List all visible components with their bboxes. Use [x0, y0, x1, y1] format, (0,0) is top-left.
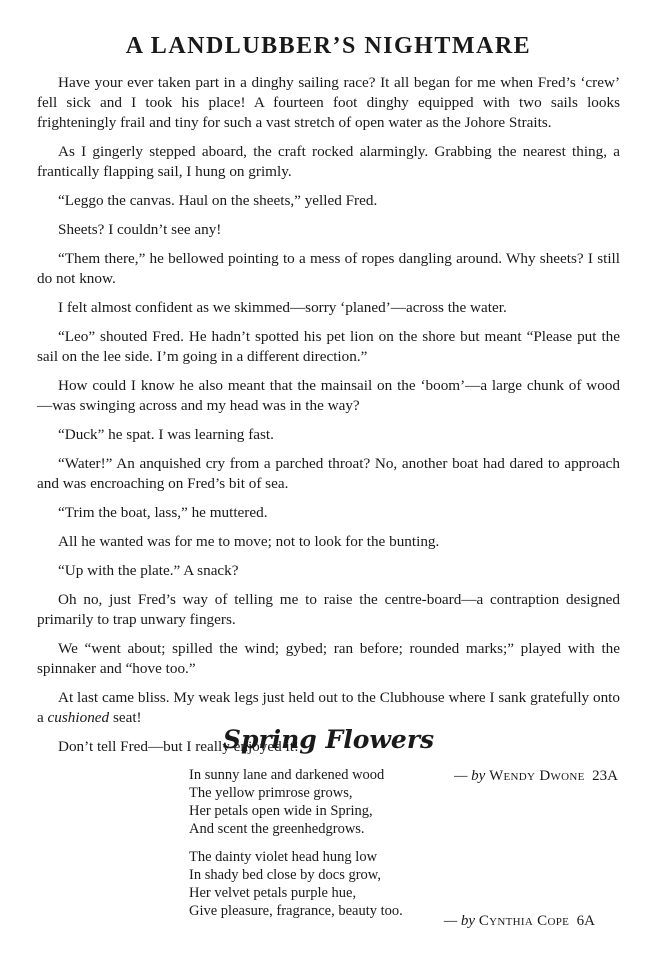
byline-prefix: — by: [443, 913, 476, 929]
byline-class: 6A: [576, 913, 595, 929]
poem-line: Give pleasure, fragrance, beauty too.: [189, 903, 403, 919]
story-paragraph: All he wanted was for me to move; not to look for the bunting.: [58, 533, 440, 550]
poem-stanza: [189, 848, 489, 920]
story-paragraph: We “went about; spilled the wind; gybed; ran before; rounded marks;” played with the spinnaker and “hove too.”: [37, 640, 620, 677]
story-paragraph: Have your ever taken part in a dinghy sailing race? It all began for me when Fred’s ‘crew’ fell sick and I took his place! A fourteen foot dinghy equipped with two sails looks frighteningly frail and tiny for such a vast stretch of open water as the Johore Straits.: [37, 74, 620, 131]
story-paragraph: “Leo” shouted Fred. He hadn’t spotted his pet lion on the shore but meant “Please put the sail on the lee side. I’m going in a different direction.”: [37, 328, 620, 365]
poem-line: In shady bed close by docs grow,: [189, 867, 381, 883]
story-paragraph: As I gingerly stepped aboard, the craft rocked alarmingly. Grabbing the nearest thing, a frantically flapping sail, I hung on grimly.: [37, 143, 620, 180]
story-body: [37, 73, 620, 786]
story-paragraph: “Them there,” he bellowed pointing to a mess of ropes dangling around. Why sheets? I still do not know.: [37, 250, 620, 287]
poem-line: The yellow primrose grows,: [189, 785, 353, 801]
bliss-text-after: seat!: [109, 709, 142, 726]
byline-prefix: — by: [454, 768, 486, 784]
story-paragraph: “Leggo the canvas. Haul on the sheets,” yelled Fred.: [58, 192, 378, 209]
poem-line: In sunny lane and darkened wood: [189, 767, 385, 783]
bliss-text-before: At last came bliss. My weak legs just held out to the Clubhouse where I sank gratefully onto a: [37, 689, 620, 726]
byline-author: Cynthia Cope: [478, 913, 570, 929]
poem-line: And scent the greenhedgrows.: [189, 821, 365, 837]
story-paragraph: “Trim the boat, lass,” he muttered.: [58, 504, 268, 521]
poem-body: [189, 766, 489, 930]
story-paragraph: Oh no, just Fred’s way of telling me to raise the centre-board—a contraption designed primarily to trap unwary fingers.: [37, 591, 620, 628]
bliss-emphasis: cushioned: [47, 709, 110, 726]
story-paragraph: “Up with the plate.” A snack?: [58, 562, 239, 579]
story-paragraph: I felt almost confident as we skimmed—sorry ‘planed’—across the water.: [58, 299, 507, 316]
poem-stanza: [189, 766, 489, 838]
byline-author: Wendy Dwone: [489, 768, 585, 784]
story-paragraph: “Duck” he spat. I was learning fast.: [58, 426, 274, 443]
poem-line: The dainty violet head hung low: [189, 849, 378, 865]
byline-class: 23A: [592, 768, 618, 784]
poem-line: Her velvet petals purple hue,: [189, 885, 357, 901]
story-paragraph: Sheets? I couldn’t see any!: [58, 221, 222, 238]
poem-title: Spring Flowers: [222, 725, 435, 754]
story-title: A LANDLUBBER’S NIGHTMARE: [125, 33, 532, 59]
story-paragraph: How could I know he also meant that the mainsail on the ‘boom’—a large chunk of wood —was swinging across and my head was in the way?: [37, 377, 620, 414]
poem-line: Her petals open wide in Spring,: [189, 803, 373, 819]
story-paragraph-bliss: [37, 688, 620, 728]
poem-byline: [300, 913, 595, 930]
story-paragraph: “Water!” An anquished cry from a parched throat? No, another boat had dared to approach and was encroaching on Fred’s bit of sea.: [37, 455, 620, 492]
story-closing: Don’t tell Fred—but I really enjoyed it!: [58, 738, 299, 755]
